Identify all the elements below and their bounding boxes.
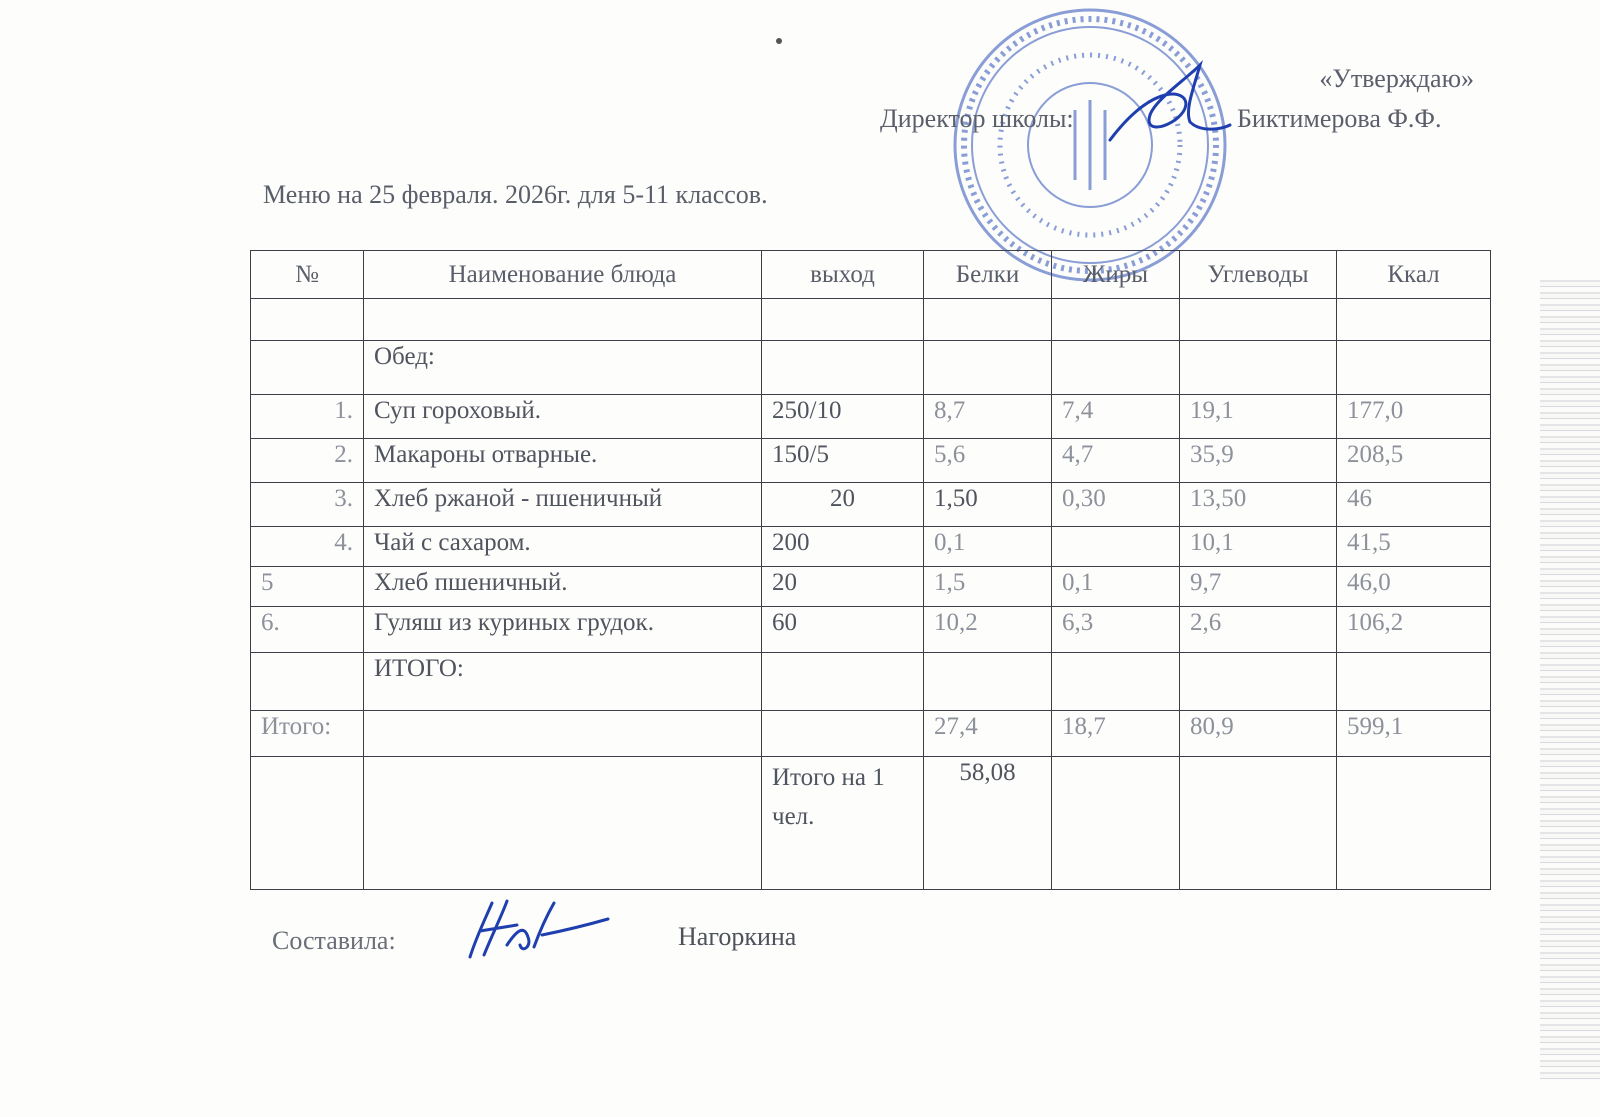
total-label: Итого: — [251, 711, 364, 757]
header-fat: Жиры — [1052, 251, 1180, 299]
row-carbs: 35,9 — [1180, 439, 1337, 483]
row-number: 5 — [251, 567, 364, 607]
header-protein: Белки — [924, 251, 1052, 299]
table-row — [251, 439, 1491, 483]
row-yield: 60 — [762, 607, 924, 653]
approval-label: «Утверждаю» — [1319, 64, 1474, 93]
table-row-total-caps — [251, 653, 1491, 711]
row-kcal: 41,5 — [1337, 527, 1491, 567]
row-carbs: 19,1 — [1180, 395, 1337, 439]
row-dish-name: Макароны отварные. — [364, 439, 762, 483]
table-row-empty — [251, 299, 1491, 341]
row-yield: 200 — [762, 527, 924, 567]
per-person-value: 58,08 — [924, 757, 1052, 890]
row-carbs: 2,6 — [1180, 607, 1337, 653]
table-row — [251, 395, 1491, 439]
menu-title: Меню на 25 февраля. 2026г. для 5-11 классов. — [263, 180, 768, 209]
row-number: 4. — [251, 527, 364, 567]
header-dish-name: Наименование блюда — [364, 251, 762, 299]
row-fat: 4,7 — [1052, 439, 1180, 483]
row-dish-name: Чай с сахаром. — [364, 527, 762, 567]
row-kcal: 177,0 — [1337, 395, 1491, 439]
total-caps-label: ИТОГО: — [364, 653, 762, 711]
row-dish-name: Гуляш из куриных грудок. — [364, 607, 762, 653]
row-carbs: 13,50 — [1180, 483, 1337, 527]
row-kcal: 106,2 — [1337, 607, 1491, 653]
row-number: 6. — [251, 607, 364, 653]
row-fat: 0,30 — [1052, 483, 1180, 527]
table-row — [251, 607, 1491, 653]
row-carbs: 9,7 — [1180, 567, 1337, 607]
row-yield: 150/5 — [762, 439, 924, 483]
row-protein: 1,5 — [924, 567, 1052, 607]
row-protein: 5,6 — [924, 439, 1052, 483]
row-protein: 0,1 — [924, 527, 1052, 567]
composer-signature — [462, 895, 612, 965]
row-fat: 0,1 — [1052, 567, 1180, 607]
total-kcal: 599,1 — [1337, 711, 1491, 757]
header-kcal: Ккал — [1337, 251, 1491, 299]
header-carbs: Углеводы — [1180, 251, 1337, 299]
header-number: № — [251, 251, 364, 299]
row-fat — [1052, 527, 1180, 567]
table-row — [251, 527, 1491, 567]
row-carbs: 10,1 — [1180, 527, 1337, 567]
table-row — [251, 567, 1491, 607]
row-protein: 1,50 — [924, 483, 1052, 527]
row-kcal: 46,0 — [1337, 567, 1491, 607]
composed-by-label: Составила: — [272, 926, 396, 955]
row-number: 1. — [251, 395, 364, 439]
table-row — [251, 483, 1491, 527]
row-protein: 8,7 — [924, 395, 1052, 439]
row-kcal: 46 — [1337, 483, 1491, 527]
composer-name: Нагоркина — [678, 922, 797, 951]
total-fat: 18,7 — [1052, 711, 1180, 757]
row-fat: 7,4 — [1052, 395, 1180, 439]
total-carbs: 80,9 — [1180, 711, 1337, 757]
row-dish-name: Суп гороховый. — [364, 395, 762, 439]
per-person-label: Итого на 1 чел. — [762, 757, 924, 890]
row-protein: 10,2 — [924, 607, 1052, 653]
row-kcal: 208,5 — [1337, 439, 1491, 483]
row-dish-name: Хлеб пшеничный. — [364, 567, 762, 607]
row-number: 3. — [251, 483, 364, 527]
director-line — [880, 104, 1442, 134]
menu-table — [250, 250, 1491, 890]
director-label: Директор школы: — [880, 104, 1074, 133]
table-header-row — [251, 251, 1491, 299]
director-signature — [1105, 60, 1235, 150]
row-dish-name: Хлеб ржаной - пшеничный — [364, 483, 762, 527]
row-yield: 20 — [762, 483, 924, 527]
row-number: 2. — [251, 439, 364, 483]
table-row-total — [251, 711, 1491, 757]
director-name: Биктимерова Ф.Ф. — [1237, 104, 1442, 133]
table-row-per-person — [251, 757, 1491, 890]
header-yield: выход — [762, 251, 924, 299]
total-protein: 27,4 — [924, 711, 1052, 757]
section-label: Обед: — [364, 341, 762, 395]
row-yield: 250/10 — [762, 395, 924, 439]
scan-speck — [776, 38, 782, 44]
row-fat: 6,3 — [1052, 607, 1180, 653]
table-row-section — [251, 341, 1491, 395]
row-yield: 20 — [762, 567, 924, 607]
scan-edge-artifact — [1540, 280, 1600, 1080]
